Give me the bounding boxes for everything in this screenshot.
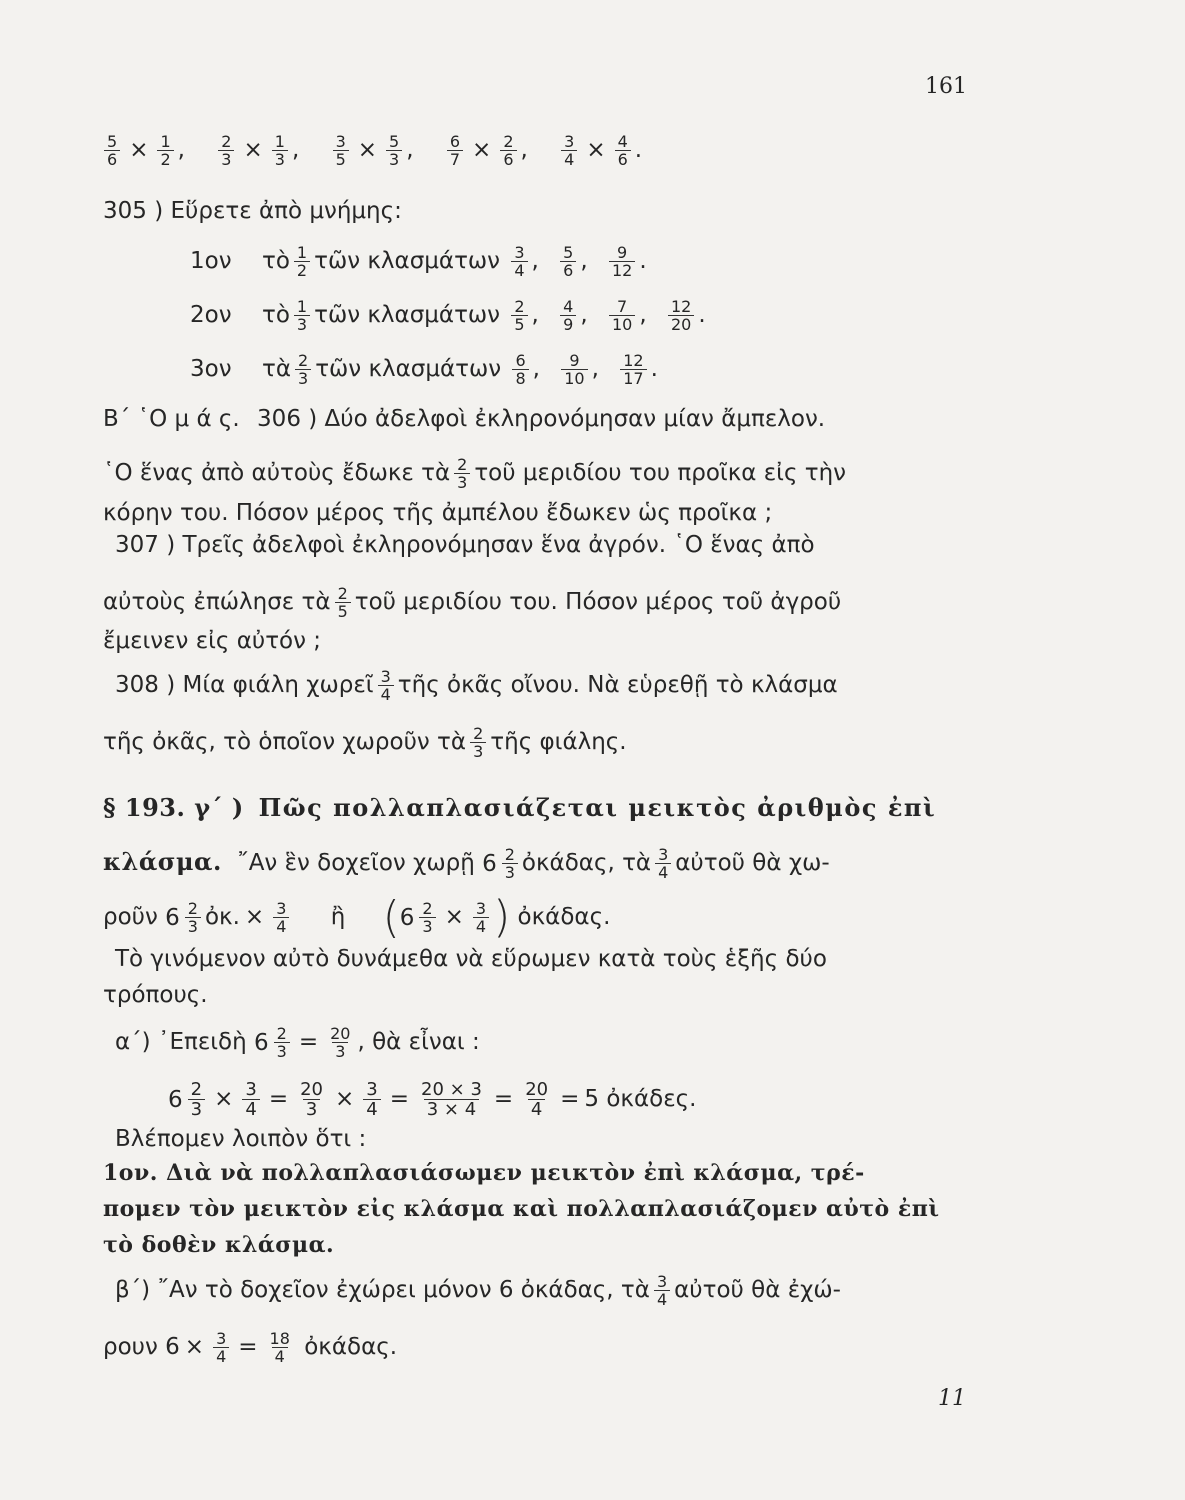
mixed-number: 6 2 3	[168, 1080, 209, 1119]
fraction: $\frac{5}{6}$	[560, 244, 576, 279]
fraction: $\frac{1}{3}$	[272, 133, 288, 168]
exercise-305-heading	[103, 196, 402, 226]
fraction: $\frac{3}{4}$	[511, 244, 527, 279]
mixed-number: 6 2 3	[400, 900, 440, 935]
conclusion-intro: Βλέπομεν λοιπὸν ὅτι :	[115, 1126, 367, 1152]
product-4: $\frac{6}{7}$ × $\frac{2}{6}$ ,	[443, 137, 535, 163]
rule-line-1: 1ον. Διὰ νὰ πολλαπλασιάσωμεν μεικτὸν ἐπὶ κλάσμα, τρέ-	[103, 1160, 865, 1186]
fraction: $\frac{4}{9}$	[560, 298, 576, 333]
fraction: $\frac{6}{7}$	[447, 133, 463, 168]
exercise-308-line-2: τῆς ὀκᾶς, τὸ ὁποῖον χωροῦν τὰ $\frac{2}{3}$ τῆς φιάλης.	[103, 724, 627, 761]
fraction: $\frac{2}{6}$	[500, 133, 516, 168]
fraction: $\frac{3}{4}$	[473, 900, 489, 935]
exercise-305-row-3: 3ον τὰ $\frac{2}{3}$ τῶν κλασμάτων $\frac{6}{8}$ , $\frac{9}{10}$ , $\frac{12}{17}$ .	[190, 351, 658, 388]
fraction: $\frac{3}{4}$	[213, 1330, 229, 1365]
fraction: $\frac{3}{4}$	[654, 1273, 670, 1308]
product-5: $\frac{3}{4}$ × $\frac{4}{6}$ .	[557, 137, 642, 163]
page-number: 161	[925, 74, 967, 99]
exercise-307-line-2: αὐτοὺς ἐπώλησε τὰ $\frac{2}{5}$ τοῦ μεριδίου του. Πόσον μέρος τοῦ ἀγροῦ	[103, 584, 842, 621]
fraction: $\frac{20 \times 3}{3 \times 4}$	[421, 1079, 482, 1120]
exercise-306-line-3: κόρην του. Πόσον μέρος τῆς ἀμπέλου ἔδωκεν ὡς προῖκα ;	[103, 500, 773, 526]
exercise-label: 308 )	[115, 672, 176, 698]
fraction: $\frac{2}{5}$	[511, 298, 527, 333]
product-1: $\frac{5}{6}$ × $\frac{1}{2}$ ,	[100, 137, 192, 163]
method-a-calculation: 6 2 3 × $\frac{3}{4}$ = $\frac{20}{3}$ × $\frac{3}{4}$ = $\frac{20 \times 3}{3 \times 4}$ = $\frac{20}{4}$ = 5 ὀκάδες.	[168, 1079, 697, 1120]
fraction: $\frac{3}{4}$	[363, 1080, 380, 1119]
exercise-307-line-1: 307 ) Τρεῖς ἀδελφοὶ ἐκληρονόμησαν ἕνα ἀγρόν. ῾Ο ἕνας ἀπὸ	[115, 532, 815, 558]
rule-line-2: πομεν τὸν μεικτὸν εἰς κλάσμα καὶ πολλαπλασιάζομεν αὐτὸ ἐπὶ	[103, 1196, 940, 1222]
fraction: $\frac{9}{10}$	[561, 352, 587, 387]
section-title: Πῶς πολλαπλασιάζεται μεικτὸς ἀριθμὸς ἐπὶ	[258, 793, 937, 822]
mixed-number: 6 2 3	[165, 900, 205, 935]
method-a-line-1: α΄) ᾿Επειδὴ 6 2 3 = $\frac{20}{3}$ , θὰ εἶναι :	[115, 1024, 480, 1061]
mixed-number: 6 2 3	[482, 846, 522, 881]
fraction: $\frac{9}{12}$	[609, 244, 635, 279]
exercise-306-line-1: Β΄ ῾Ο μ ά ς. 306 ) Δύο ἀδελφοὶ ἐκληρονόμησαν μίαν ἄμπελον.	[103, 406, 826, 432]
fraction: $\frac{2}{3}$	[470, 725, 486, 760]
method-b-line-2: ρουν 6 × $\frac{3}{4}$ = $\frac{18}{4}$ ὀκάδας.	[103, 1329, 398, 1366]
section-193-line-2: κλάσμα. ῎Αν ἓν δοχεῖον χωρῇ 6 2 3 ὀκάδας, τὰ $\frac{3}{4}$ αὐτοῦ θὰ χω-	[103, 845, 830, 882]
method-b-line-1: β΄) ῎Αν τὸ δοχεῖον ἐχώρει μόνον 6 ὀκάδας, τὰ $\frac{3}{4}$ αὐτοῦ θὰ ἐχώ-	[115, 1272, 841, 1309]
fraction: $\frac{6}{8}$	[512, 352, 528, 387]
fraction: $\frac{3}{4}$	[378, 668, 394, 703]
exercise-label: 305 )	[103, 198, 164, 224]
exercise-305-row-2: 2ον τὸ $\frac{1}{3}$ τῶν κλασμάτων $\frac{2}{5}$ , $\frac{4}{9}$ , $\frac{7}{10}$ , $\frac{12}{20}$ .	[190, 297, 706, 334]
fraction: $\frac{2}{5}$	[335, 585, 351, 620]
fraction: $\frac{3}{4}$	[273, 900, 289, 935]
signature-mark: 11	[938, 1386, 966, 1411]
fraction: $\frac{20}{4}$	[525, 1079, 549, 1120]
fraction: $\frac{2}{3}$	[295, 352, 311, 387]
product-2: $\frac{2}{3}$ × $\frac{1}{3}$ ,	[214, 137, 306, 163]
exercise-text: Εὕρετε ἀπὸ μνήμης:	[170, 198, 402, 224]
fraction: $\frac{4}{6}$	[615, 133, 631, 168]
fraction: $\frac{5}{3}$	[386, 133, 402, 168]
fraction: $\frac{2}{3}$	[218, 133, 234, 168]
fraction: $\frac{20}{3}$	[300, 1079, 324, 1120]
exercise-307-line-3: ἔμεινεν εἰς αὐτόν ;	[103, 628, 322, 654]
section-193-heading	[103, 793, 936, 823]
fraction: $\frac{1}{2}$	[157, 133, 173, 168]
fraction: $\frac{3}{4}$	[655, 846, 671, 881]
group-label: Β΄ ῾Ο μ ά ς.	[103, 406, 240, 432]
exercise-label: 307 )	[115, 532, 176, 558]
fraction: $\frac{18}{4}$	[269, 1329, 290, 1366]
exercise-308-line-1: 308 ) Μία φιάλη χωρεῖ $\frac{3}{4}$ τῆς ὀκᾶς οἴνου. Νὰ εὑρεθῇ τὸ κλάσμα	[115, 667, 838, 704]
product-3: $\frac{3}{5}$ × $\frac{5}{3}$ ,	[329, 137, 421, 163]
fraction: $\frac{1}{2}$	[294, 244, 310, 279]
fraction: $\frac{3}{5}$	[333, 133, 349, 168]
fraction: $\frac{20}{3}$	[330, 1024, 351, 1061]
section-193-line-5: τρόπους.	[103, 982, 208, 1008]
fraction: $\frac{1}{3}$	[294, 298, 310, 333]
rule-line-3: τὸ δοθὲν κλάσμα.	[103, 1232, 335, 1258]
fraction: $\frac{12}{20}$	[668, 298, 694, 333]
section-number: § 193. γ΄ )	[103, 793, 244, 822]
section-193-line-3: ροῦν 6 2 3 ὀκ. × $\frac{3}{4}$ ἢ ( 6 2 3 × $\frac{3}{4}$ ) ὀκάδας.	[103, 891, 611, 943]
exercise-306-line-2: ῾Ο ἕνας ἀπὸ αὐτοὺς ἔδωκε τὰ $\frac{2}{3}$ τοῦ μεριδίου του προῖκα εἰς τὴν	[103, 455, 847, 492]
fraction: $\frac{7}{10}$	[609, 298, 635, 333]
fraction: $\frac{5}{6}$	[104, 133, 120, 168]
exercise-label: 306 )	[257, 406, 318, 432]
top-products-line	[100, 133, 642, 168]
fraction: $\frac{2}{3}$	[454, 456, 470, 491]
exercise-305-row-1: 1ον τὸ $\frac{1}{2}$ τῶν κλασμάτων $\frac{3}{4}$ , $\frac{5}{6}$ , $\frac{9}{12}$ .	[190, 243, 647, 280]
section-193-line-4: Τὸ γινόμενον αὐτὸ δυνάμεθα νὰ εὕρωμεν κατὰ τοὺς ἑξῆς δύο	[115, 946, 827, 972]
fraction: $\frac{3}{4}$	[242, 1080, 259, 1119]
fraction: $\frac{12}{17}$	[620, 352, 646, 387]
mixed-number: 6 2 3	[254, 1025, 294, 1060]
fraction: $\frac{3}{4}$	[561, 133, 577, 168]
